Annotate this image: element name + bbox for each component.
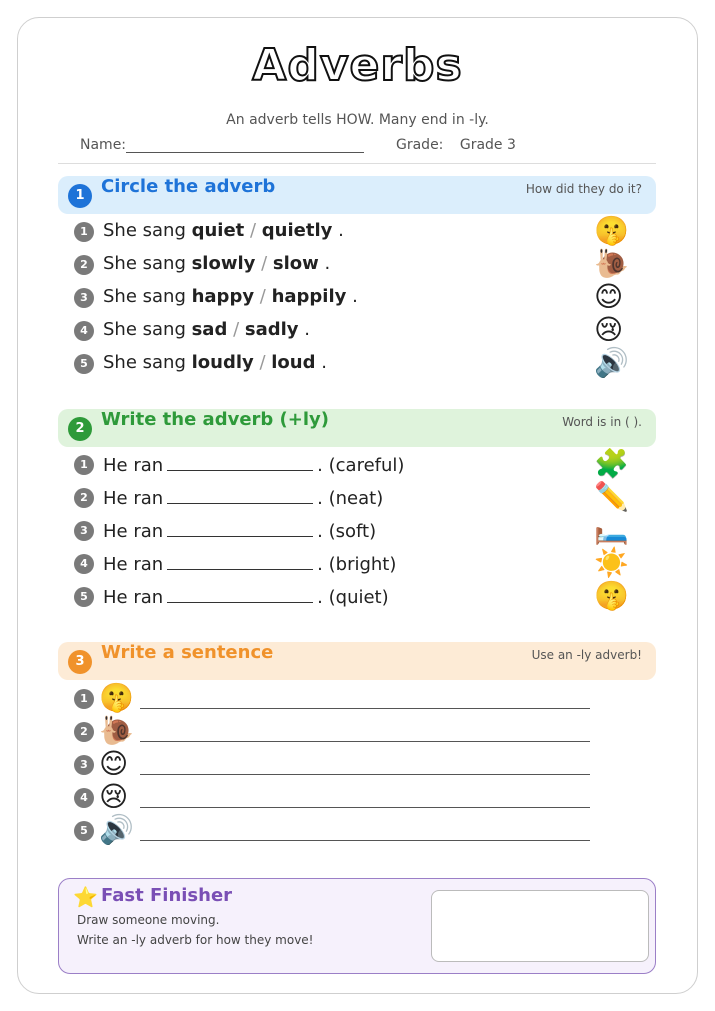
- sentence-item: [74, 716, 594, 748]
- name-label: Name:: [80, 137, 127, 153]
- item-number: 1: [74, 455, 94, 475]
- adverb-choice-b[interactable]: slow: [272, 253, 319, 274]
- item-emoji-icon: 🐌: [594, 247, 629, 280]
- section-2-hint: Word is in ( ).: [562, 415, 642, 429]
- drawing-box[interactable]: [431, 890, 649, 962]
- sentence-suffix: .: [298, 319, 310, 340]
- write-adverb-item: [74, 546, 634, 579]
- item-number: 5: [74, 354, 94, 374]
- item-number: 5: [74, 821, 94, 841]
- item-sentence: [103, 286, 358, 307]
- fast-finisher-instruction-1: Draw someone moving.: [77, 913, 220, 927]
- item-emoji-icon: 🧩: [594, 447, 629, 480]
- sentence-prefix: He ran: [103, 488, 164, 509]
- item-number: 4: [74, 788, 94, 808]
- sentence-prefix: She sang: [103, 253, 192, 274]
- root-word: . (bright): [317, 554, 397, 575]
- sentence-prefix: She sang: [103, 220, 192, 241]
- root-word: . (careful): [317, 455, 405, 476]
- sentence-item: [74, 749, 594, 781]
- item-sentence: [103, 319, 310, 340]
- section-3-hint: Use an -ly adverb!: [531, 648, 642, 662]
- item-emoji-icon: 🤫: [594, 579, 629, 612]
- adverb-choice-a[interactable]: slowly: [191, 253, 256, 274]
- answer-blank[interactable]: [167, 519, 313, 537]
- write-adverb-item: [74, 579, 634, 612]
- circle-item: [74, 247, 634, 280]
- item-number: 3: [74, 755, 94, 775]
- page-subtitle: An adverb tells HOW. Many end in -ly.: [226, 112, 489, 128]
- section-3-title: Write a sentence: [101, 642, 274, 663]
- sentence-prefix: She sang: [103, 319, 192, 340]
- adverb-choice-a[interactable]: happy: [191, 286, 255, 307]
- root-word: . (neat): [317, 488, 384, 509]
- adverb-choice-b[interactable]: loud: [271, 352, 316, 373]
- circle-item: [74, 280, 634, 313]
- adverb-choice-b[interactable]: sadly: [244, 319, 299, 340]
- sentence-item: [74, 782, 594, 814]
- answer-blank[interactable]: [167, 585, 313, 603]
- answer-blank[interactable]: [167, 453, 313, 471]
- grade-field: [396, 137, 516, 153]
- choice-separator: /: [254, 286, 272, 307]
- sentence-suffix: .: [346, 286, 358, 307]
- adverb-choice-a[interactable]: sad: [191, 319, 228, 340]
- section-1-hint: How did they do it?: [525, 182, 642, 196]
- item-emoji-icon: 🤫: [594, 214, 629, 247]
- fast-finisher-title: Fast Finisher: [101, 885, 233, 906]
- item-sentence: [103, 585, 389, 608]
- sentence-writing-line[interactable]: [140, 774, 590, 775]
- sentence-prefix: He ran: [103, 521, 164, 542]
- answer-blank[interactable]: [167, 486, 313, 504]
- sentence-prefix: He ran: [103, 455, 164, 476]
- write-adverb-item: [74, 513, 634, 546]
- item-number: 3: [74, 521, 94, 541]
- sentence-item: [74, 815, 594, 847]
- page-title: Adverbs: [252, 40, 463, 91]
- circle-item: [74, 313, 634, 346]
- item-number: 2: [74, 722, 94, 742]
- adverb-choice-a[interactable]: loudly: [191, 352, 254, 373]
- sentence-prefix: He ran: [103, 587, 164, 608]
- item-number: 1: [74, 689, 94, 709]
- item-sentence: [103, 519, 376, 542]
- sentence-prefix: She sang: [103, 286, 192, 307]
- star-icon: ⭐: [73, 885, 98, 909]
- sentence-suffix: .: [315, 352, 327, 373]
- write-adverb-item: [74, 480, 634, 513]
- fast-finisher-box: [58, 878, 656, 974]
- section-2-number: 2: [68, 417, 92, 441]
- item-emoji-icon: 😢: [99, 780, 129, 813]
- item-number: 3: [74, 288, 94, 308]
- sentence-prefix: She sang: [103, 352, 192, 373]
- item-emoji-icon: 🤫: [99, 681, 134, 714]
- item-number: 5: [74, 587, 94, 607]
- sentence-item: [74, 683, 594, 715]
- fast-finisher-instruction-2: Write an -ly adverb for how they move!: [77, 933, 314, 947]
- adverb-choice-b[interactable]: quietly: [261, 220, 333, 241]
- adverb-choice-b[interactable]: happily: [271, 286, 347, 307]
- section-1-title: Circle the adverb: [101, 176, 276, 197]
- choice-separator: /: [255, 253, 273, 274]
- item-sentence: [103, 552, 396, 575]
- section-1-number: 1: [68, 184, 92, 208]
- choice-separator: /: [253, 352, 272, 373]
- sentence-suffix: .: [332, 220, 344, 241]
- section-1-banner: [58, 176, 656, 214]
- item-emoji-icon: ✏️: [594, 480, 629, 513]
- item-sentence: [103, 486, 383, 509]
- name-line[interactable]: [126, 139, 364, 153]
- choice-separator: /: [244, 220, 262, 241]
- item-number: 2: [74, 488, 94, 508]
- item-sentence: [103, 220, 344, 241]
- header-divider: [58, 163, 656, 164]
- section-2-title: Write the adverb (+ly): [101, 409, 329, 430]
- sentence-writing-line[interactable]: [140, 807, 590, 808]
- item-sentence: [103, 453, 404, 476]
- sentence-writing-line[interactable]: [140, 840, 590, 841]
- circle-item: [74, 214, 634, 247]
- item-number: 4: [74, 554, 94, 574]
- sentence-prefix: He ran: [103, 554, 164, 575]
- item-number: 1: [74, 222, 94, 242]
- root-word: . (soft): [317, 521, 377, 542]
- item-emoji-icon: 😢: [594, 313, 624, 346]
- item-emoji-icon: 🛏️: [594, 513, 629, 546]
- item-emoji-icon: 😊: [99, 747, 129, 780]
- section-3-number: 3: [68, 650, 92, 674]
- choice-separator: /: [227, 319, 245, 340]
- name-field[interactable]: [80, 137, 364, 153]
- root-word: . (quiet): [317, 587, 389, 608]
- sentence-writing-line[interactable]: [140, 708, 590, 709]
- item-emoji-icon: 😊: [594, 280, 624, 313]
- section-2-banner: [58, 409, 656, 447]
- item-number: 2: [74, 255, 94, 275]
- item-emoji-icon: 🔊: [594, 346, 629, 379]
- section-3-banner: [58, 642, 656, 680]
- item-number: 4: [74, 321, 94, 341]
- item-emoji-icon: 🐌: [99, 714, 134, 747]
- item-sentence: [103, 253, 330, 274]
- adverb-choice-a[interactable]: quiet: [191, 220, 245, 241]
- sentence-writing-line[interactable]: [140, 741, 590, 742]
- item-emoji-icon: ☀️: [594, 546, 629, 579]
- item-sentence: [103, 352, 327, 373]
- write-adverb-item: [74, 447, 634, 480]
- circle-item: [74, 346, 634, 379]
- grade-label: Grade:: [396, 137, 444, 153]
- answer-blank[interactable]: [167, 552, 313, 570]
- sentence-suffix: .: [318, 253, 331, 274]
- item-emoji-icon: 🔊: [99, 813, 134, 846]
- grade-value: Grade 3: [459, 137, 516, 153]
